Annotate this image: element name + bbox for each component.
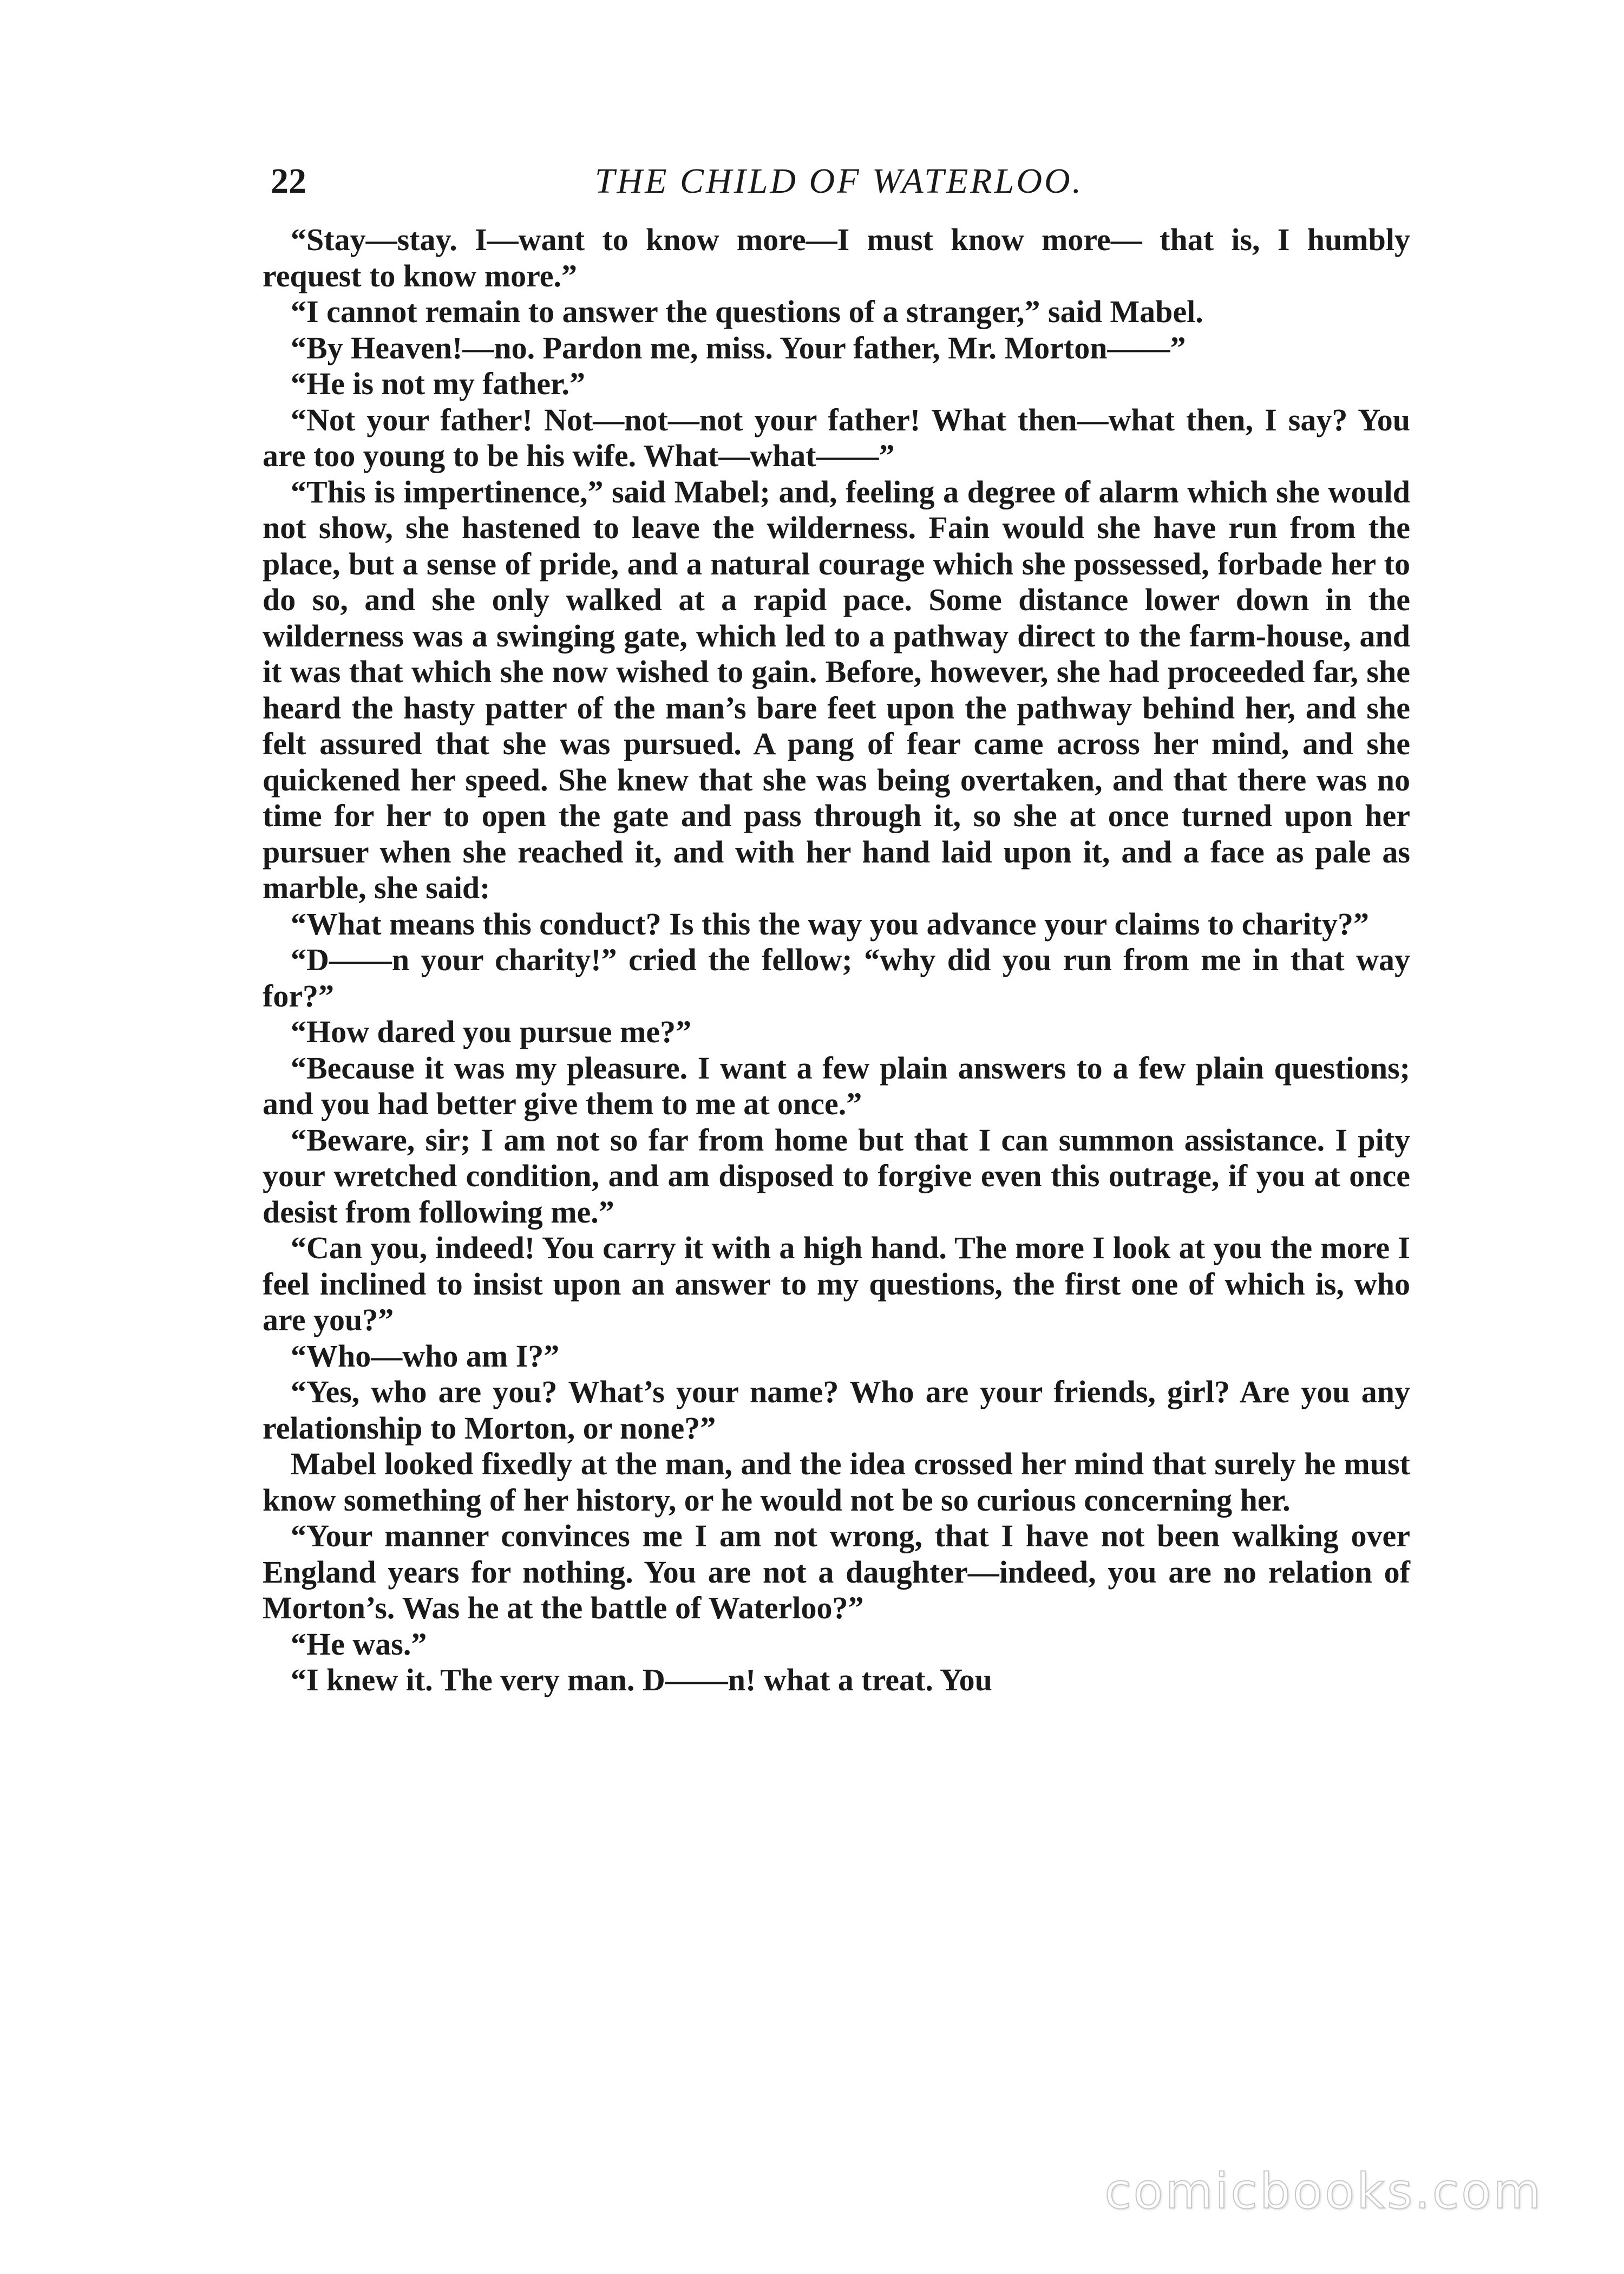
paragraph: “What means this conduct? Is this the way you advance your claims to charity?” xyxy=(291,906,1369,942)
page-header xyxy=(271,152,1407,211)
paragraph: “Your manner convinces me I am not wrong, that I have not been walking over England years for nothing. You are not a daughter—indeed, you are no relation of Morton’s. Was he at the battle of Waterloo?” xyxy=(263,1518,1410,1625)
paragraph: “D——n your charity!” cried the fellow; “why did you run from me in that way for?” xyxy=(263,942,1410,1014)
paragraph: “Not your father! Not—not—not your father! What then—what then, I say? You are too young to be his wife. What—what——” xyxy=(263,402,1410,473)
paragraph: “Because it was my pleasure. I want a few plain answers to a few plain questions; and you had better give them to me at once.” xyxy=(263,1050,1410,1121)
paragraph: “Yes, who are you? What’s your name? Who are your friends, girl? Are you any relationship to Morton, or none?” xyxy=(263,1374,1410,1446)
paragraph: “I cannot remain to answer the questions of a stranger,” said Mabel. xyxy=(291,294,1203,329)
body-text xyxy=(263,222,1410,2149)
paragraph: “He is not my father.” xyxy=(291,366,585,401)
paragraph: “Can you, indeed! You carry it with a high hand. The more I look at you the more I feel inclined to insist upon an answer to my questions, the first one of which is, who are you?” xyxy=(263,1230,1410,1337)
page-number: 22 xyxy=(271,161,306,201)
paragraph: Mabel looked fixedly at the man, and the idea crossed her mind that surely he must know something of her history, or he would not be so curious concerning her. xyxy=(263,1446,1410,1518)
paragraph: “I knew it. The very man. D——n! what a treat. You xyxy=(291,1662,992,1697)
paragraph: “By Heaven!—no. Pardon me, miss. Your father, Mr. Morton——” xyxy=(291,330,1186,365)
running-title: THE CHILD OF WATERLOO. xyxy=(594,161,1084,201)
watermark: comicbooks.com xyxy=(1104,2163,1543,2220)
paragraph: “Who—who am I?” xyxy=(291,1338,560,1374)
paragraph: “Beware, sir; I am not so far from home but that I can summon assistance. I pity your wretched condition, and am disposed to forgive even this outrage, if you at once desist from following me.” xyxy=(263,1122,1410,1230)
paragraph: “Stay—stay. I—want to know more—I must know more— that is, I humbly request to know more.” xyxy=(263,222,1410,293)
paragraph: “He was.” xyxy=(291,1626,427,1662)
paragraph: “How dared you pursue me?” xyxy=(291,1014,692,1049)
paragraph: “This is impertinence,” said Mabel; and, feeling a degree of alarm which she would not show, she hastened to leave the wilderness. Fain would she have run from the place, but a sense of pride, and a natural courage which she possessed, forbade her to do so, and she only walked at a rapid pace. Some distance lower down in the wilderness was a swinging gate, which led to a pathway direct to the farm-house, and it was that which she now wished to gain. Before, however, she had proceeded far, she heard the hasty patter of the man’s bare feet upon the pathway behind her, and she felt assured that she was pursued. A pang of fear came across her mind, and she quickened her speed. She knew that she was being overtaken, and that there was no time for her to open the gate and pass through it, so she at once turned upon her pursuer when she reached it, and with her hand laid upon it, and a face as pale as marble, she said: xyxy=(263,474,1410,905)
